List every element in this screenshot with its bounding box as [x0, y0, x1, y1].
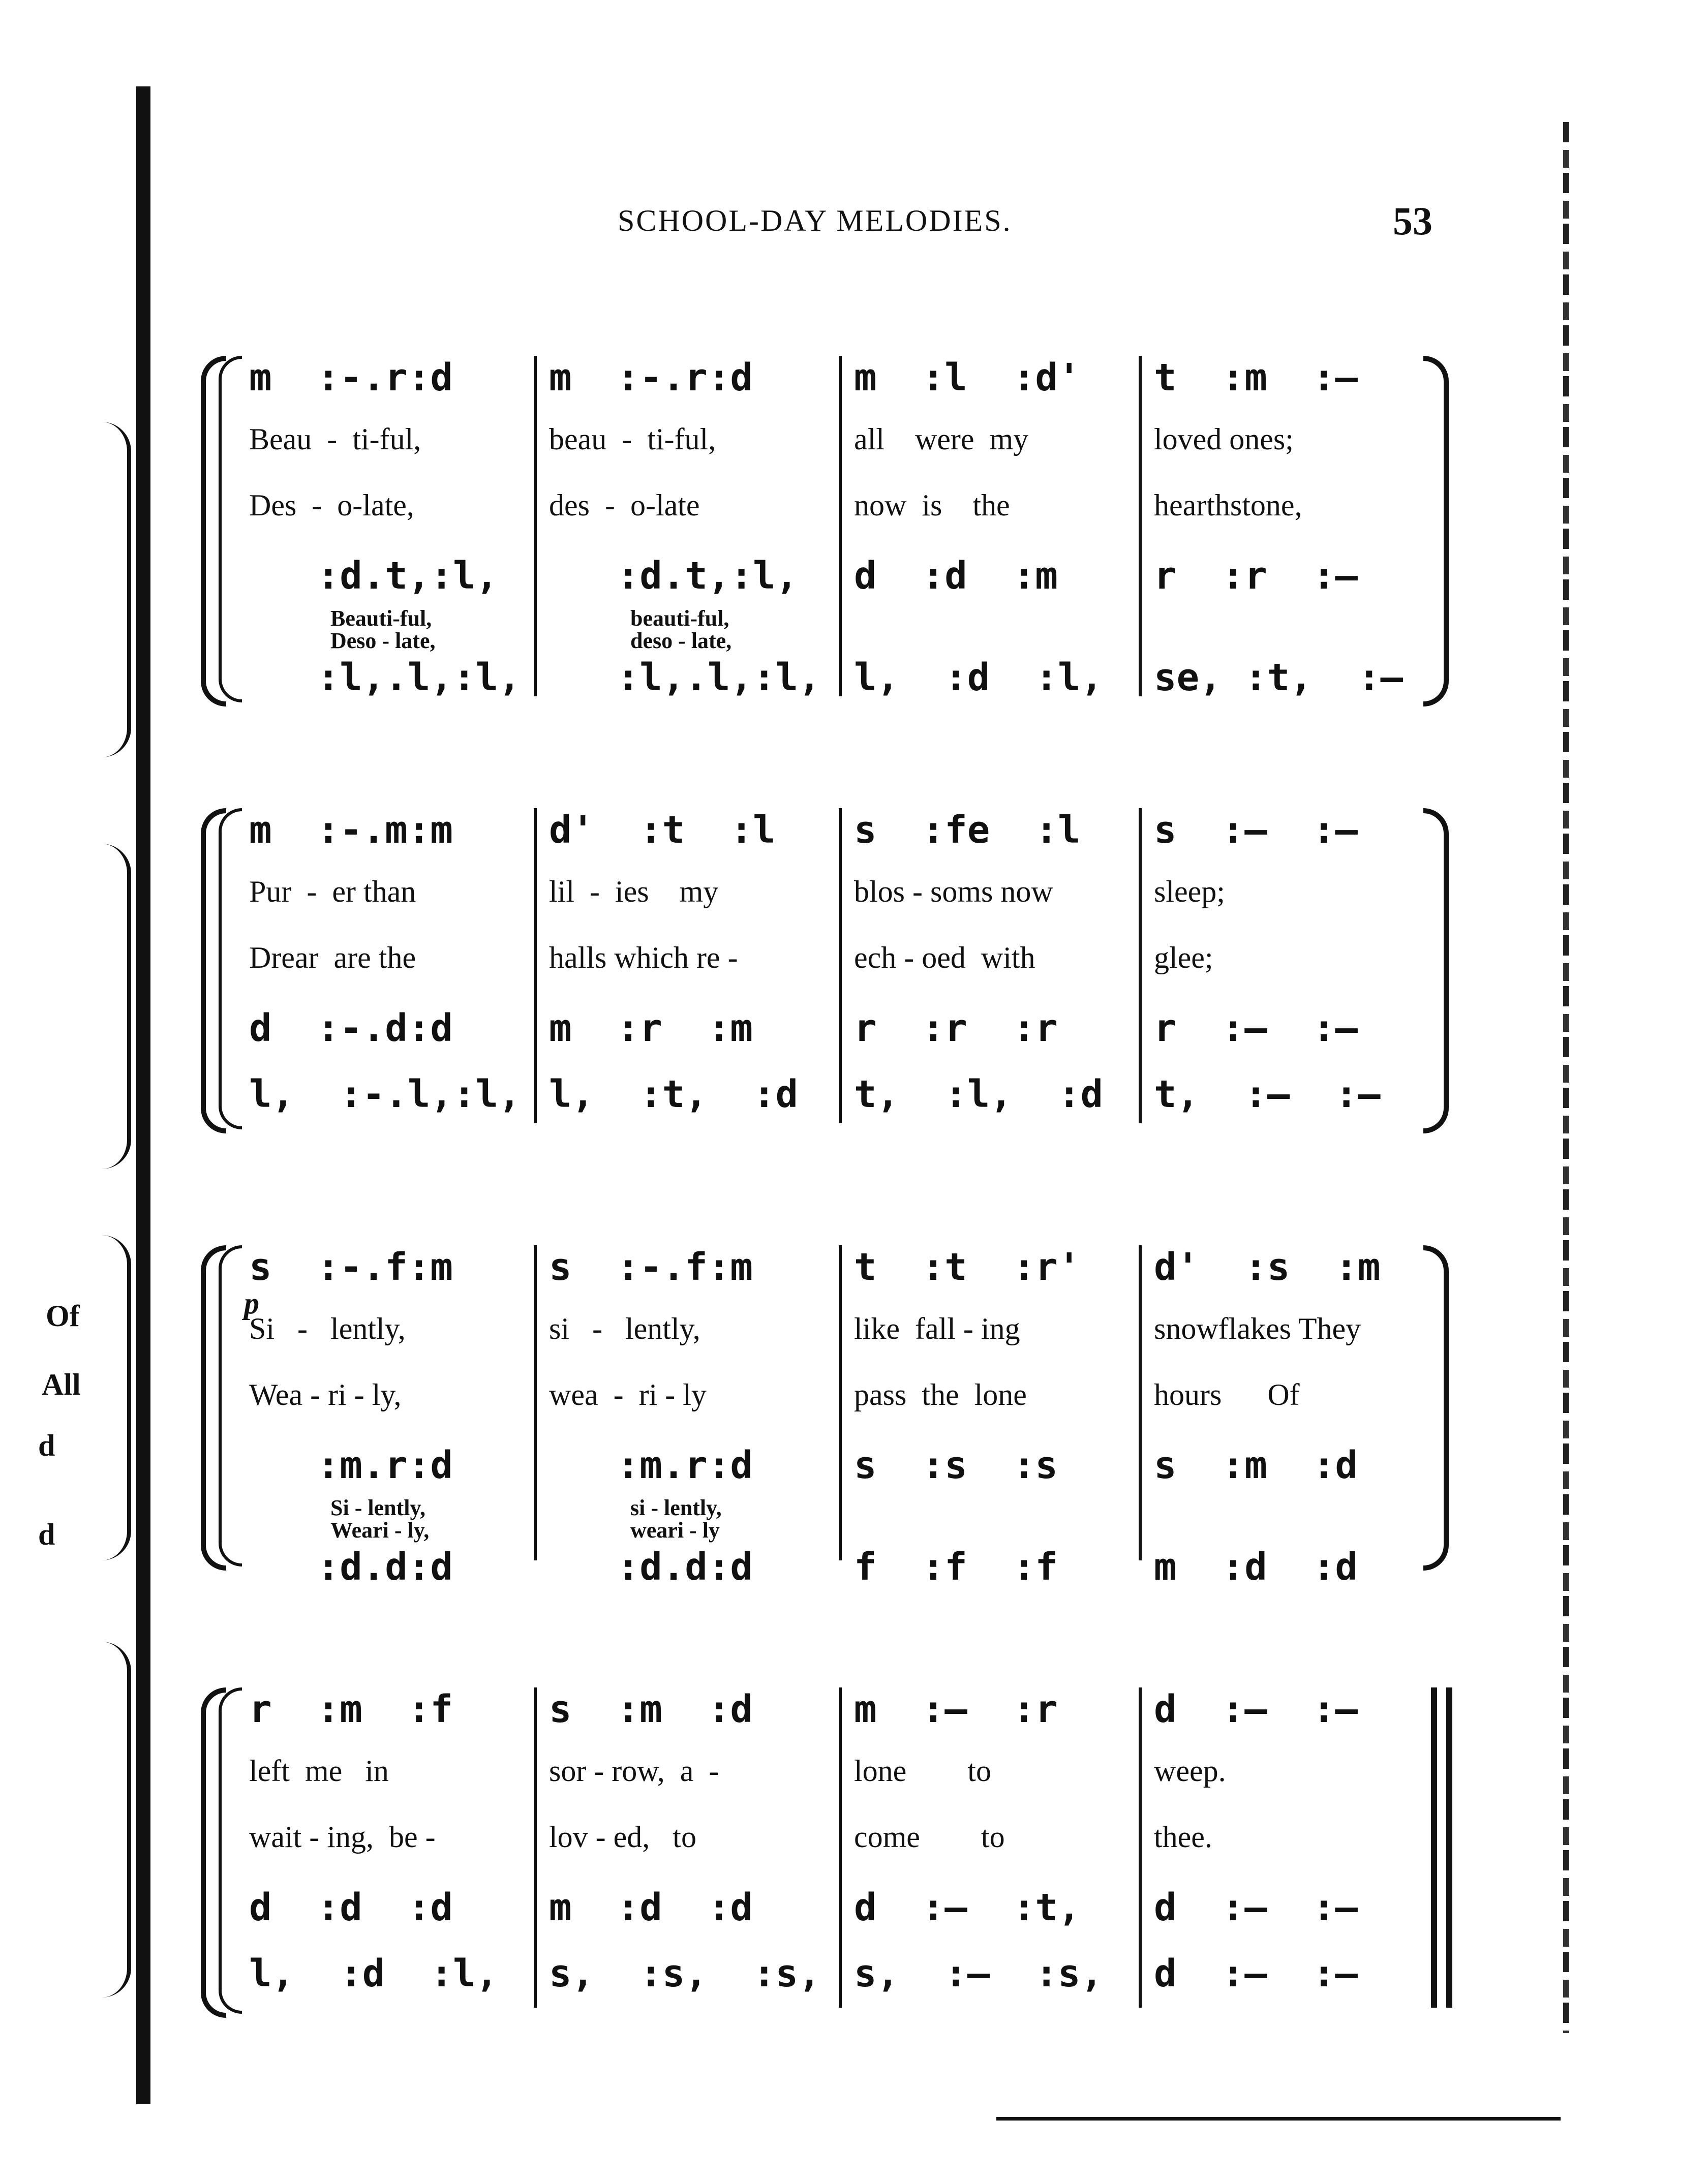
system-brace-right [1423, 808, 1449, 1133]
solfa-notes: :l,.l,:l, [549, 656, 821, 699]
margin-bracket [102, 844, 131, 1169]
solfa-notes: :l,.l,:l, [249, 656, 521, 699]
solfa-notes: d :d :d [249, 1886, 453, 1929]
barline [1139, 1687, 1142, 2008]
lyric-text: Drear are the [249, 941, 416, 974]
solfa-notes: f :f :f [854, 1545, 1058, 1589]
lyric-text: si - lently, [549, 1312, 700, 1345]
solfa-notes: m :d :d [549, 1886, 753, 1929]
solfa-notes: s, :— :s, [854, 1952, 1104, 1995]
lyric-text: Si - lently, [249, 1312, 406, 1345]
solfa-notes: l, :d :l, [854, 656, 1104, 699]
solfa-notes: r :— :— [1154, 1006, 1358, 1050]
solfa-notes: m :l :d' [854, 356, 1081, 400]
solfa-notes: :d.d:d [549, 1545, 753, 1589]
solfa-notes: m :— :r [854, 1687, 1058, 1731]
lyric-text: loved ones; [1154, 422, 1294, 456]
barline [534, 808, 537, 1123]
solfa-notes: s :s :s [854, 1443, 1058, 1487]
bottom-rule [996, 2117, 1561, 2121]
solfa-notes: d :-.d:d [249, 1006, 453, 1050]
solfa-notes: r :r :— [1154, 554, 1358, 598]
lyric-text: lone to [854, 1754, 991, 1788]
lyric-text: pass the lone [854, 1378, 1027, 1411]
solfa-notes: s :fe :l [854, 808, 1081, 852]
lyric-text: beau - ti-ful, [549, 422, 716, 456]
lyric-text: beauti-ful, deso - late, [630, 606, 732, 653]
lyric-text: si - lently, weari - ly [630, 1495, 722, 1543]
solfa-notes: l, :t, :d [549, 1072, 799, 1116]
solfa-notes: m :-.r:d [549, 356, 753, 400]
solfa-notes: m :-.r:d [249, 356, 453, 400]
solfa-notes: d :— :— [1154, 1886, 1358, 1929]
lyric-text: ech - oed with [854, 941, 1035, 974]
solfa-notes: l, :-.l,:l, [249, 1072, 521, 1116]
solfa-notes: t :m :— [1154, 356, 1358, 400]
lyric-text: thee. [1154, 1820, 1212, 1854]
score-system [214, 1687, 1434, 2018]
lyric-text: like fall - ing [854, 1312, 1020, 1345]
lyric-text: sor - row, a - [549, 1754, 719, 1788]
solfa-notes: r :r :r [854, 1006, 1058, 1050]
solfa-notes: s :-.f:m [549, 1245, 753, 1289]
barline [534, 1687, 537, 2008]
lyric-text: snowflakes They [1154, 1312, 1361, 1345]
final-barline [1446, 1687, 1452, 2008]
solfa-notes: d :— :— [1154, 1687, 1358, 1731]
barline [839, 356, 842, 696]
score-system [214, 808, 1434, 1133]
margin-bracket [102, 1642, 131, 1998]
lyric-text: sleep; [1154, 875, 1225, 908]
solfa-notes: r :m :f [249, 1687, 453, 1731]
margin-fragment: d [38, 1518, 55, 1551]
system-brace-right [1423, 1245, 1449, 1571]
margin-bracket [102, 1235, 131, 1560]
solfa-notes: :m.r:d [249, 1443, 453, 1487]
barline [534, 1245, 537, 1560]
barline [1139, 1245, 1142, 1560]
margin-fragment: Of [46, 1299, 80, 1333]
solfa-notes: se, :t, :— [1154, 656, 1404, 699]
score-system [214, 356, 1434, 706]
solfa-notes: d' :t :l [549, 808, 776, 852]
solfa-notes: m :-.m:m [249, 808, 453, 852]
solfa-notes: :d.t,:l, [249, 554, 499, 598]
margin-bracket [102, 422, 131, 757]
margin-fragment: All [42, 1368, 81, 1401]
solfa-notes: t, :l, :d [854, 1072, 1104, 1116]
system-brace-left-inner [219, 1687, 242, 2014]
solfa-notes: s :m :d [549, 1687, 753, 1731]
lyric-text: Pur - er than [249, 875, 416, 908]
solfa-notes: m :r :m [549, 1006, 753, 1050]
system-brace-right [1423, 356, 1449, 706]
lyric-text: lil - ies my [549, 875, 719, 908]
solfa-notes: m :d :d [1154, 1545, 1358, 1589]
lyric-text: wait - ing, be - [249, 1820, 436, 1854]
solfa-notes: l, :d :l, [249, 1952, 499, 1995]
solfa-notes: d :d :m [854, 554, 1058, 598]
solfa-notes: s :— :— [1154, 808, 1358, 852]
lyric-text: lov - ed, to [549, 1820, 696, 1854]
lyric-text: now is the [854, 488, 1010, 522]
binding-edge [136, 86, 150, 2104]
lyric-text: Si - lently, Weari - ly, [330, 1495, 430, 1543]
page-header [0, 199, 1708, 249]
solfa-notes: t :t :r' [854, 1245, 1081, 1289]
lyric-text: Beau - ti-ful, [249, 422, 421, 456]
solfa-notes: s, :s, :s, [549, 1952, 821, 1995]
barline [1139, 356, 1142, 696]
lyric-text: hearthstone, [1154, 488, 1302, 522]
score-system [214, 1245, 1434, 1589]
lyric-text: left me in [249, 1754, 389, 1788]
solfa-notes: d :— :— [1154, 1952, 1358, 1995]
lyric-text: come to [854, 1820, 1005, 1854]
running-title: SCHOOL-DAY MELODIES. [618, 204, 1012, 237]
system-brace-left-inner [219, 1245, 242, 1566]
solfa-notes: s :-.f:m [249, 1245, 453, 1289]
lyric-text: glee; [1154, 941, 1213, 974]
lyric-text: halls which re - [549, 941, 738, 974]
barline [839, 1687, 842, 2008]
lyric-text: all were my [854, 422, 1029, 456]
solfa-notes: d :— :t, [854, 1886, 1081, 1929]
page-number: 53 [1393, 199, 1432, 243]
lyric-text: wea - ri - ly [549, 1378, 707, 1411]
final-barline [1431, 1687, 1437, 2008]
solfa-notes: :d.t,:l, [549, 554, 799, 598]
solfa-notes: t, :— :— [1154, 1072, 1381, 1116]
lyric-text: Des - o-late, [249, 488, 414, 522]
solfa-notes: s :m :d [1154, 1443, 1358, 1487]
barline [839, 1245, 842, 1560]
dynamic-marking: p [244, 1286, 259, 1320]
solfa-notes: :m.r:d [549, 1443, 753, 1487]
barline [1139, 808, 1142, 1123]
lyric-text: blos - soms now [854, 875, 1053, 908]
solfa-notes: d' :s :m [1154, 1245, 1381, 1289]
lyric-text: des - o-late [549, 488, 700, 522]
lyric-text: Wea - ri - ly, [249, 1378, 402, 1411]
system-brace-left-inner [219, 356, 242, 702]
margin-fragment: d [38, 1429, 55, 1462]
barline [839, 808, 842, 1123]
lyric-text: hours Of [1154, 1378, 1300, 1411]
lyric-text: Beauti-ful, Deso - late, [330, 606, 436, 653]
lyric-text: weep. [1154, 1754, 1226, 1788]
solfa-notes: :d.d:d [249, 1545, 453, 1589]
facing-page-edge [1563, 122, 1569, 2033]
barline [534, 356, 537, 696]
system-brace-left-inner [219, 808, 242, 1129]
